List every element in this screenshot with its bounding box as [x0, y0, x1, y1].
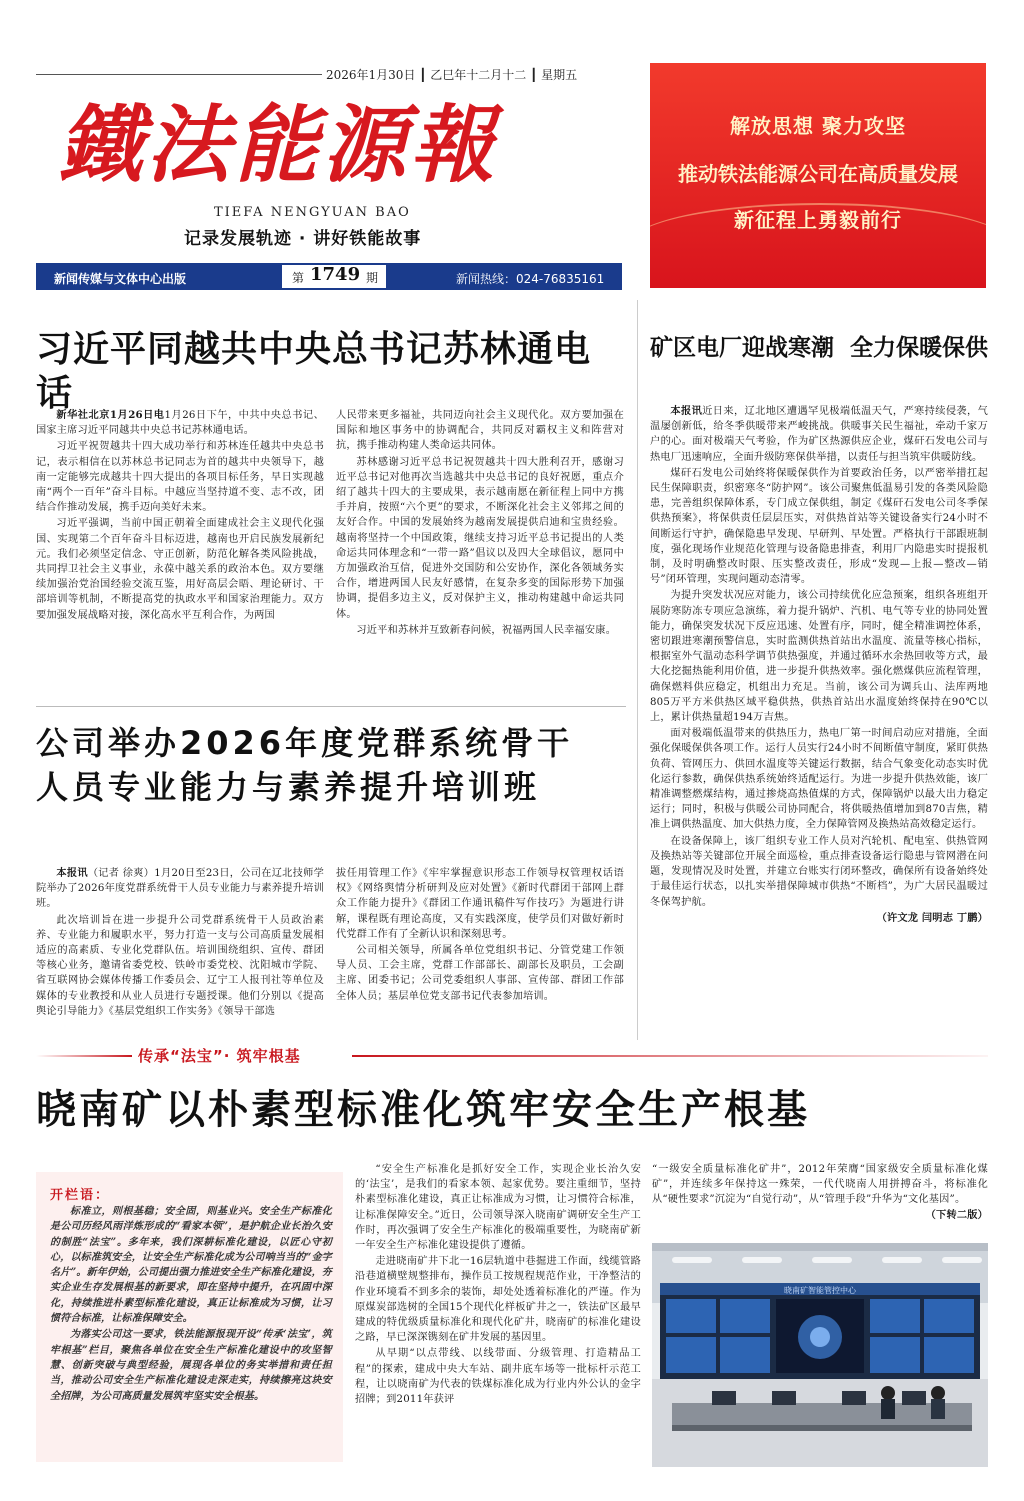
issue-number: 1749 [310, 264, 361, 285]
article1-para2: 习近平祝贺越共十四大成功举行和苏林连任越共中央总书记，表示相信在以苏林总书记同志为首的越共中央领导下，越南一定能够完成越共十四大提出的各项目标任务，早日实现越南“两个一百年”奋斗目标。中越应当坚持道不变、志不改，团结合作推动发展，携手迈向美好未来。 [36, 441, 324, 514]
banner-line1: 解放思想 聚力攻坚 [730, 114, 906, 138]
hotline: 新闻热线：024-76835161 [456, 272, 605, 286]
editor-note-para1: 标准立，则根基稳；安全固，则基业兴。安全生产标准化是公司历经风雨洋炼形成的“看家本领”，是护航企业长治久安的制胜“法宝”。多年来，我们深耕标准化建设，以匠心守初心，以标准筑安全，让安全生产标准化成为公司响当当的“金字名片”。新年伊始，公司提出强力推进安全生产标准化建设，夯实企业生存发展根基的新要求，即在坚持中提升，在巩固中深化，持续推进朴素型标准化建设，真正让标准成为习惯，让习惯符合标准，让标准保障安全。 [50, 1206, 332, 1325]
article1-col1 [36, 408, 324, 623]
article3-lead: 本报讯 [670, 405, 703, 417]
article3-para5: 在设备保障上，该厂组织专业工作人员对汽轮机、配电室、供热管网及换热站等关键部位开展全面巡检，重点排查设备运行隐患与管网潜在问题，发现情况及时处置，并建立台账实行闭环整改，确保所有设备始终处于最佳运行状态，以扎实举措保障城市供热“不断档”，为广大居民温暖过冬保驾护航。 [650, 835, 988, 908]
banner-line2: 推动铁法能源公司在高质量发展 [678, 162, 958, 186]
continued-note: （下转二版） [925, 1208, 988, 1221]
article3-para1: 本报讯近日来，辽北地区遭遇罕见极端低温天气，严寒持续侵袭，气温屡创新低，给冬季供暖带来严峻挑战。供暖事关民生福祉，牵动千家万户的心。面对极端天气考验，作为矿区热源供应企业，煤矸石发电公司与热电厂迅速响应，全面升级防寒保供举措，以责任与担当筑牢供暖防线。 [650, 405, 988, 463]
publisher: 新闻传媒与文体中心出版 [54, 272, 187, 286]
masthead-pinyin: TIEFA NENGYUAN BAO [214, 205, 411, 220]
article1-headline: 习近平同越共中央总书记苏林通电话 [36, 329, 592, 414]
photo-screen-text: 晓南矿智能管控中心 [784, 1286, 856, 1295]
article2-col1 [36, 866, 324, 1019]
control-room-photo [652, 1243, 988, 1467]
article1-para4: 人民带来更多福祉，共同迈向社会主义现代化。双方要加强在国际和地区事务中的协调配合，共同反对霸权主义和阵营对抗，携手推动构建人类命运共同体。 [336, 410, 624, 452]
section-headline: 晓南矿以朴素型标准化筑牢安全生产根基 [36, 1087, 810, 1133]
section-rule-left [36, 1055, 132, 1057]
article2-para1: 本报讯（记者 徐爽）1月20日至23日，公司在辽北技师学院举办了2026年度党群系统骨干人员专业能力与素养提升培训班。 [36, 867, 324, 910]
article1-para5: 苏林感谢习近平总书记祝贺越共十四大胜利召开，感谢习近平总书记对他再次当选越共中央总书记的良好祝愿，重点介绍了越共十四大的主要成果，表示越南愿在新征程上同中方携手并肩，按照“六个更”的要求，不断深化社会主义邻邦之间的友好合作。中国的发展始终为越南发展提供启迪和宝贵经验。越南将坚持一个中国政策，继续支持习近平总书记提出的人类命运共同体理念和“一带一路”倡议以及四大全球倡议，愿同中方加强政治互信，促进外交国防和公安协作，深化各领域务实合作，增进两国人民友好感情，在复杂多变的国际形势下加强协调，提倡多边主义，反对保护主义，推动构建越中命运共同体。 [336, 456, 624, 620]
article1-col2 [336, 408, 624, 638]
editor-note-title: 开栏语： [50, 1188, 111, 1203]
article3-para2: 煤矸石发电公司始终将保暖保供作为首要政治任务，以严密举措扛起民生保障职责，织密寒冬“防护网”。该公司聚焦低温易引发的各类风险隐患，完善组织保障体系，专门成立保供组，制定《煤矸石发电公司冬季保供热预案》，将保供责任层层压实，对供热首站等关键设备实行24小时不间断运行守护，确保隐患早发现、早研判、早处置。严格执行干部跟班制度，强化现场作业规范化管理与设备隐患排查，利用厂内隐患实时提报机制，及时明确整改时限、压实整改责任，形成“发现—上报—整改—销号”闭环管理，实现问题动态清零。 [650, 467, 988, 586]
article2-lead: 本报讯 [56, 867, 88, 879]
article4-col1 [355, 1162, 641, 1407]
section-rule-right [352, 1055, 988, 1057]
article2-para4: 公司相关领导，所属各单位党组织书记、分管党建工作领导人员、工会主席，党群工作部部长、副部长及职员，工会副主席、团委书记；公司党委组织人事部、宣传部、群团工作部全体人员；基层单位党支部书记代表参加培训。 [336, 945, 624, 1002]
banner-line3: 新征程上勇毅前行 [734, 208, 902, 232]
article2-headline-2: 人员专业能力与素养提升培训班 [36, 768, 541, 806]
article4-para4: “一级安全质量标准化矿井”，2012年荣膺“国家级安全质量标准化煤矿”，并连续多年保持这一殊荣，一代代晓南人用拼搏奋斗，将标准化从“硬性要求”沉淀为“自觉行动”，从“管理手段”升华为“文化基因”。 （下转二版） [652, 1162, 988, 1208]
masthead-title: 鐵法能源報 [58, 95, 499, 194]
article1-para3: 习近平强调，当前中国正朝着全面建成社会主义现代化强国、实现第二个百年奋斗目标迈进，越南也开启民族发展新纪元。我们必须坚定信念、守正创新，防范化解各类风险挑战，共同捍卫社会主义事业，永葆中越关系的政治本色。双方要继续加强治党治国经验交流互鉴，用好高层会晤、理论研讨、干部培训等机制，不断提高党的执政水平和国家治理能力。双方要加强发展战略对接，深化高水平互利合作，为两国 [36, 518, 324, 621]
editor-note-para2: 为落实公司这一要求，铁法能源报现开设“传承‘法宝’，筑牢根基”栏目，聚焦各单位在安全生产标准化建设中的攻坚智慧、创新突破与典型经验，展现各单位的务实举措和责任担当，推动公司安全生产标准化建设走深走实，持续擦亮这块安全招牌，为公司高质量发展筑牢坚实安全根基。 [50, 1329, 332, 1402]
date-line: 2026年1月30日 ┃ 乙巳年十二月十二 ┃ 星期五 [326, 68, 578, 82]
article4-para2: 走进晓南矿井下北一16层轨道中巷掘进工作面，线缆管路沿巷道横壁规整排布，操作员工按规程规范作业，干净整洁的作业环境看不到多余的装饰，却处处透着标准化的严谨。作为原煤炭部选树的全国15个现代化样板矿井之一，铁法矿区最早建成的特优级质量标准化和现代化矿井，晓南矿的标准化建设之路，早已深深镌刻在矿井发展的基因里。 [355, 1256, 641, 1344]
article2-headline-1: 公司举办2026年度党群系统骨干 [36, 724, 574, 762]
article1-para6: 习近平和苏林并互致新春问候，祝福两国人民幸福安康。 [356, 624, 617, 636]
article4-para3: 从早期“以点带线、以线带面、分级管理、打造精品工程”的探索，建成中央大车站、副井底车场等一批标杆示范工程，让以晓南矿为代表的铁煤标准化成为行业内外公认的金字招牌；到2011年获评 [355, 1348, 641, 1406]
article3-para3: 为提升突发状况应对能力，该公司持续优化应急预案，组织各班组开展防寒防冻专项应急演练，着力提升锅炉、汽机、电气等专业的协同处置能力，确保突发状况下反应迅速、处置有序，同时，健全精准调控体系，密切跟进寒潮预警信息，实时监测供热首站出水温度、流量等核心指标，根据室外气温动态科学调节供热强度，并通过循环水余热回收等方式，最大化挖掘热能利用价值，进一步提升供热效率。强化燃煤供应流程管理，确保燃料供应稳定，机组出力充足。当前，该公司为调兵山、法库两地805万平方米供热区域平稳供热，供热首站出水温度始终保持在90℃以上，累计供热量超194万吉焦。 [650, 590, 988, 724]
article3-para4: 面对极端低温带来的供热压力，热电厂第一时间启动应对措施，全面强化保暖保供各项工作。运行人员实行24小时不间断值守制度，紧盯供热负荷、管网压力、供回水温度等关键运行数据，结合气象变化动态实时优化运行参数，确保供热系统始终适配运行。为进一步提升供热效能，该厂精准调整燃煤结构，通过掺烧高热值煤的方式，保障锅炉以最大出力稳定运行；同时，积极与供暖公司协同配合，将供暖热值增加到870吉焦，精准上调供热温度、加大供热力度，全力保障管网及换热站高效稳定运行。 [650, 728, 988, 831]
editor-note-body [50, 1204, 332, 1404]
article3-byline: （许文龙 闫明志 丁鹏） [876, 911, 988, 924]
article1-lead: 新华社北京1月26日电 [56, 409, 165, 421]
article2-para3: 拔任用管理工作》《牢牢掌握意识形态工作领导权管理权话语权》《网络舆情分析研判及应对处置》《新时代群团干部网上群众工作能力提升》《群团工作通讯稿件写作技巧》为题进行讲解，课程既有理论高度，又有实践深度，使学员们对做好新时代党群工作有了全新认识和深刻思考。 [336, 868, 624, 940]
article4-para1: “安全生产标准化是抓好安全工作，实现企业长治久安的‘法宝’，是我们的看家本领、起家优势。要注重细节，坚持朴素型标准化建设，真正让标准成为习惯，让习惯符合标准，让标准保障安全。”近日，公司领导深入晓南矿调研安全生产工作时，再次强调了安全生产标准化的极端重要性，为晓南矿新一年安全生产标准化建设提供了遵循。 [355, 1164, 641, 1252]
article1-para1: 新华社北京1月26日电1月26日下午，中共中央总书记、国家主席习近平同越共中央总书记苏林通电话。 [36, 409, 324, 437]
article2-col2 [336, 866, 624, 1004]
masthead-slogan: 记录发展轨迹 · 讲好铁能故事 [184, 229, 422, 249]
issue-suffix: 期 [366, 271, 379, 285]
article3-body [650, 404, 988, 926]
article2-para2: 此次培训旨在进一步提升公司党群系统骨干人员政治素养、专业能力和履职水平，努力打造一支与公司高质量发展相适应的高素质、专业化党群队伍。培训围绕组织、宣传、群团等核心业务，邀请省委党校、铁岭市委党校、沈阳城市学院、省互联网协会媒体传播工作委员会、辽宁工人报刊社等单位及媒体的专业教授和从业人员进行专题授课。他们分别以《提高舆论引导能力》《基层党组织工作实务》《领导干部选 [36, 914, 324, 1017]
section-kicker: 传承“法宝”· 筑牢根基 [138, 1047, 301, 1065]
article4-col2 [652, 1162, 988, 1223]
article3-headline: 矿区电厂迎战寒潮 全力保暖保供 [650, 335, 989, 361]
issue-prefix: 第 [292, 271, 305, 285]
